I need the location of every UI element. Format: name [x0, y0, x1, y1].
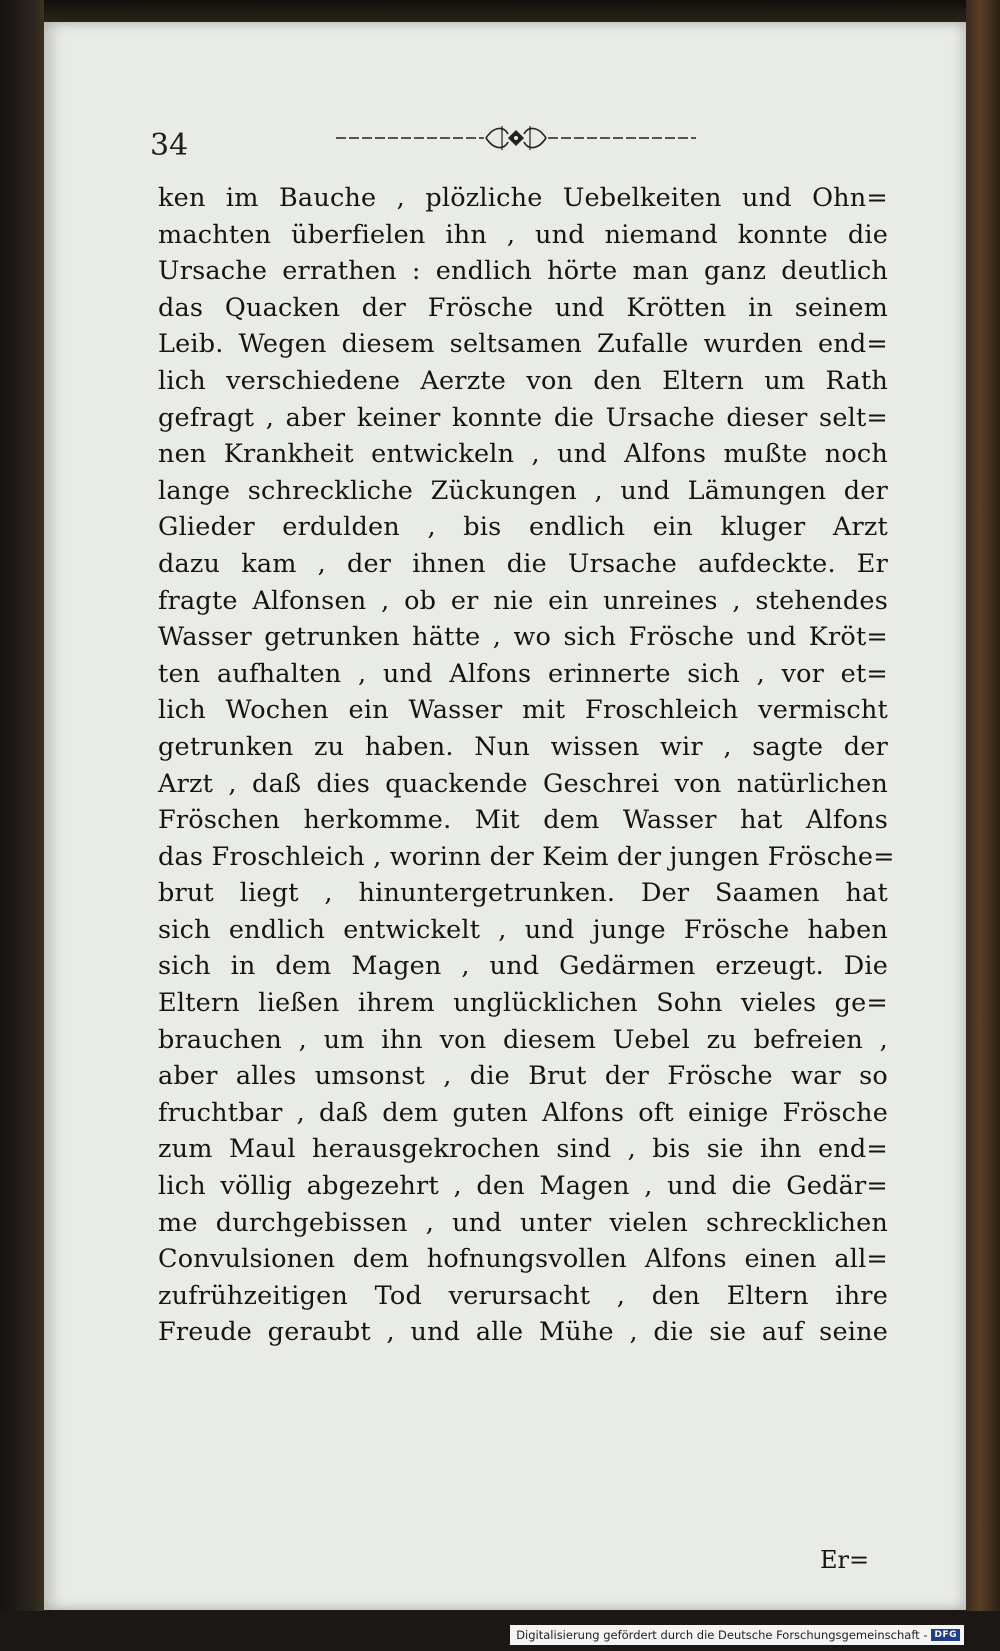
text-line: machten überfielen ihn , und niemand konnte die [158, 219, 888, 250]
text-line: das Froschleich , worinn der Keim der jungen Frösche= [158, 841, 895, 872]
text-line: Glieder erdulden , bis endlich ein kluger Arzt [158, 512, 888, 543]
body-text [158, 180, 895, 1351]
text-line: getrunken zu haben. Nun wissen wir , sagte der [158, 731, 888, 762]
text-line: lich völlig abgezehrt , den Magen , und die Gedär= [158, 1171, 888, 1202]
text-line: zufrühzeitigen Tod verursacht , den Eltern ihre [158, 1280, 888, 1311]
book-binding-left [0, 0, 44, 1651]
page-number: 34 [150, 128, 189, 163]
text-line: lich Wochen ein Wasser mit Froschleich vermischt [158, 695, 888, 726]
text-line: Fröschen herkomme. Mit dem Wasser hat Alfons [158, 805, 888, 836]
text-line: ken im Bauche , plözliche Uebelkeiten und Ohn= [158, 183, 888, 213]
text-line: lange schreckliche Zückungen , und Lämungen der [158, 475, 888, 506]
dfg-logo-icon: DFG [931, 1629, 960, 1641]
text-line: Convulsionen dem hofnungsvollen Alfons einen all= [158, 1244, 888, 1275]
text-line: fruchtbar , daß dem guten Alfons oft einige Frösche [158, 1097, 888, 1128]
text-line: brauchen , um ihn von diesem Uebel zu befreien , [158, 1024, 888, 1055]
text-line: nen Krankheit entwickeln , und Alfons mußte noch [158, 439, 888, 470]
footer-bar [0, 1611, 1000, 1651]
text-line: me durchgebissen , und unter vielen schrecklichen [158, 1207, 888, 1238]
funding-credit[interactable] [510, 1625, 964, 1645]
text-line: Arzt , daß dies quackende Geschrei von natürlichen [158, 768, 888, 799]
text-line: brut liegt , hinuntergetrunken. Der Saamen hat [158, 878, 888, 909]
catchword: Er= [820, 1546, 870, 1574]
text-line: gefragt , aber keiner konnte die Ursache dieser selt= [158, 402, 888, 433]
text-line: dazu kam , der ihnen die Ursache aufdeckte. Er [158, 548, 888, 579]
text-line: Leib. Wegen diesem seltsamen Zufalle wurden end= [158, 329, 888, 360]
text-line: lich verschiedene Aerzte von den Eltern um Rath [158, 365, 888, 396]
text-line: fragte Alfonsen , ob er nie ein unreines , stehendes [158, 585, 888, 616]
text-line: aber alles umsonst , die Brut der Frösche war so [158, 1061, 888, 1092]
text-line: Eltern ließen ihrem unglücklichen Sohn vieles ge= [158, 988, 888, 1019]
text-line: zum Maul herausgekrochen sind , bis sie ihn end= [158, 1134, 888, 1165]
text-line: Freude geraubt , und alle Mühe , die sie auf seine [158, 1317, 888, 1348]
text-line: Wasser getrunken hätte , wo sich Frösche und Kröt= [158, 622, 888, 653]
funding-credit-text: Digitalisierung gefördert durch die Deutsche Forschungsgemeinschaft - [516, 1628, 928, 1642]
text-line: ten aufhalten , und Alfons erinnerte sich , vor et= [158, 658, 888, 689]
book-edge-right [966, 0, 1000, 1651]
text-line: sich in dem Magen , und Gedärmen erzeugt. Die [158, 951, 888, 982]
book-top-edge [0, 0, 1000, 22]
text-line: sich endlich entwickelt , und junge Frösche haben [158, 914, 888, 945]
text-line: Ursache errathen : endlich hörte man ganz deutlich [158, 256, 888, 287]
ornament-rule-icon [336, 118, 696, 158]
text-line: das Quacken der Frösche und Krötten in seinem [158, 292, 888, 323]
